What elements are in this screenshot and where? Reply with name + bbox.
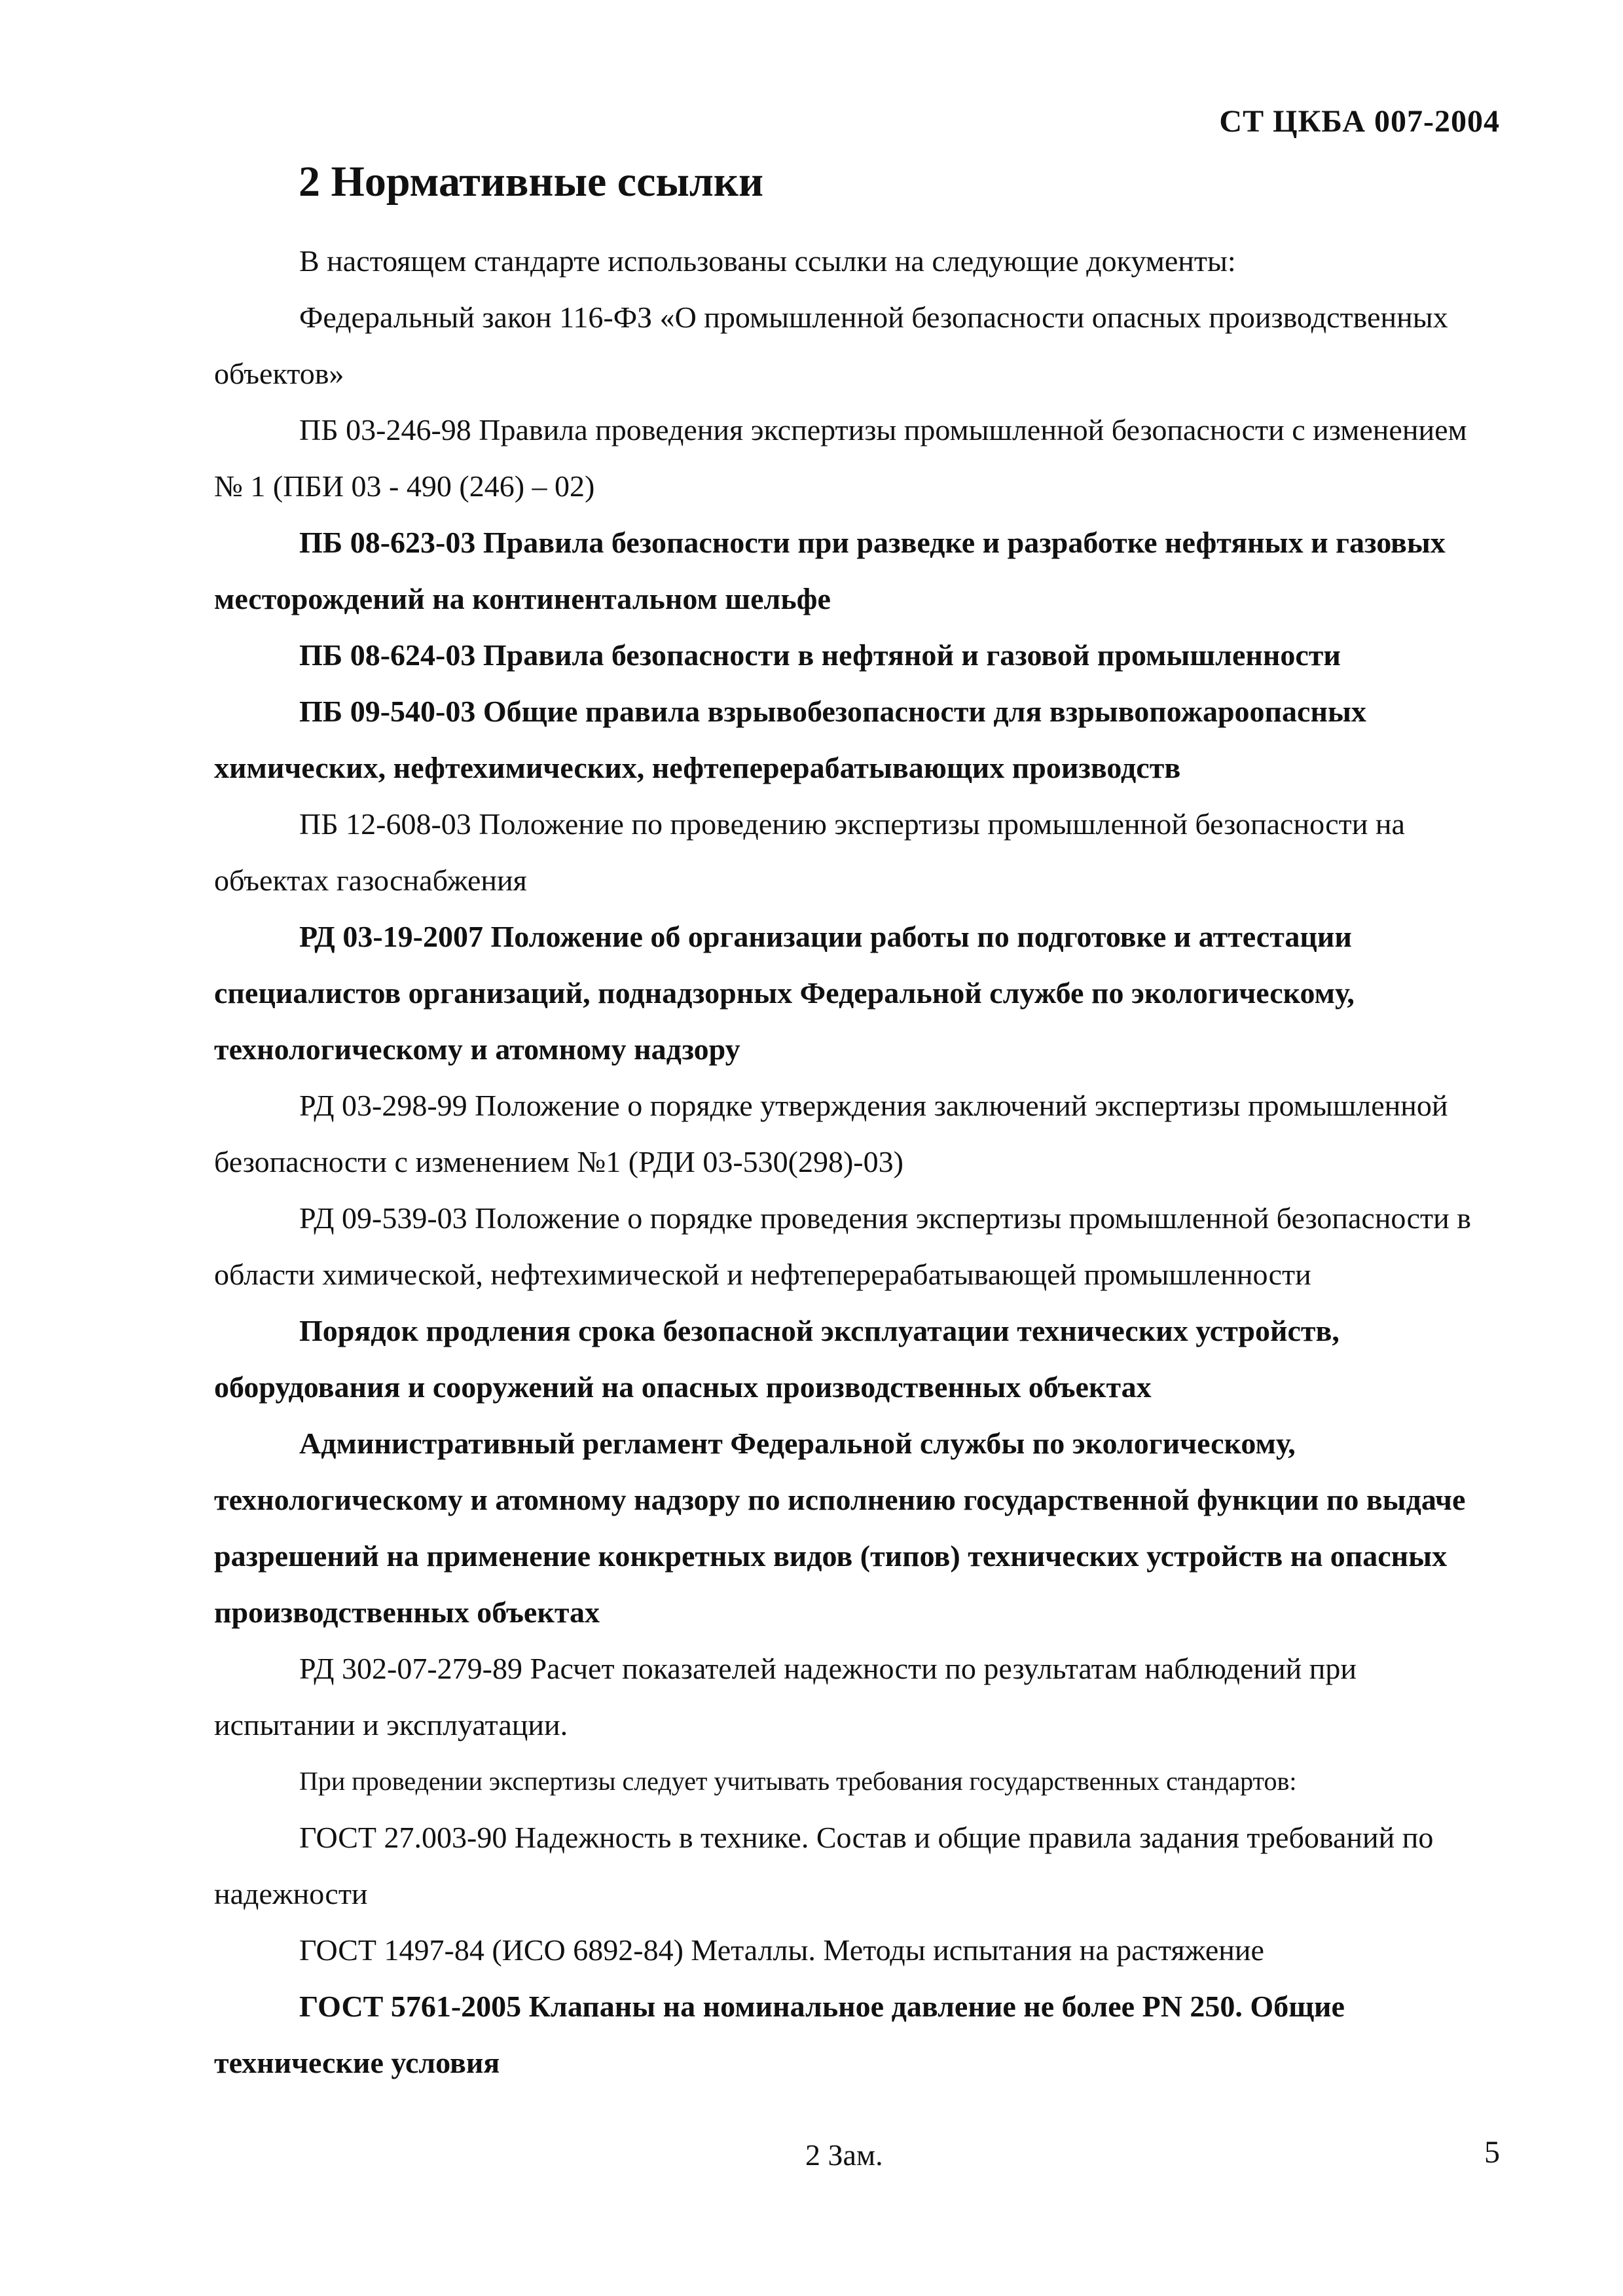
reference-item: РД 09-539-03 Положение о порядке проведения экспертизы промышленной безопасности в области химической, нефтехимической и нефтеперерабатывающей промышленности — [214, 1201, 1471, 1291]
document-body — [214, 233, 1501, 2091]
intro-paragraph: В настоящем стандарте использованы ссылки на следующие документы: — [299, 244, 1236, 278]
reference-item: Федеральный закон 116-ФЗ «О промышленной безопасности опасных производственных объектов» — [214, 301, 1448, 390]
reference-item: ПБ 12-608-03 Положение по проведению экспертизы промышленной безопасности на объектах газоснабжения — [214, 807, 1405, 897]
reference-item: ПБ 08-623-03 Правила безопасности при разведке и разработке нефтяных и газовых месторождений на континентальном шельфе — [214, 526, 1446, 615]
reference-item: ПБ 03-246-98 Правила проведения экспертизы промышленной безопасности с изменением № 1 (ПБИ 03 - 490 (246) – 02) — [214, 413, 1467, 503]
reference-item: ГОСТ 1497-84 (ИСО 6892-84) Металлы. Методы испытания на растяжение — [299, 1933, 1264, 1967]
reference-item: ГОСТ 5761-2005 Клапаны на номинальное давление не более PN 250. Общие технические условия — [214, 1990, 1345, 2079]
reference-item: РД 03-19-2007 Положение об организации работы по подготовке и аттестации специалистов организаций, поднадзорных Федеральной службе по экологическому, технологическому и атомному надзору — [214, 920, 1355, 1066]
reference-item: ПБ 09-540-03 Общие правила взрывобезопасности для взрывопожароопасных химических, нефтехимических, нефтеперерабатывающих производств — [214, 695, 1366, 784]
reference-item: ГОСТ 27.003-90 Надежность в технике. Состав и общие правила задания требований по надежности — [214, 1821, 1434, 1910]
reference-item: ПБ 08-624-03 Правила безопасности в нефтяной и газовой промышленности — [299, 638, 1341, 672]
standards-intro-paragraph: При проведении экспертизы следует учитывать требования государственных стандартов: — [299, 1766, 1297, 1796]
reference-item: Административный регламент Федеральной службы по экологическому, технологическому и атомному надзору по исполнению государственной функции по выдаче разрешений на применение конкретных видов (типов) технических устройств на опасных производственных объектах — [214, 1427, 1466, 1629]
section-title: 2 Нормативные ссылки — [299, 158, 763, 206]
reference-item: Порядок продления срока безопасной эксплуатации технических устройств, оборудования и сооружений на опасных производственных объектах — [214, 1314, 1340, 1404]
reference-item: РД 03-298-99 Положение о порядке утверждения заключений экспертизы промышленной безопасности с изменением №1 (РДИ 03-530(298)-03) — [214, 1089, 1448, 1178]
page-number: 5 — [1484, 2135, 1500, 2170]
document-code: СТ ЦКБА 007-2004 — [1219, 104, 1500, 139]
revision-note: 2 Зам. — [805, 2138, 883, 2172]
reference-item: РД 302-07-279-89 Расчет показателей надежности по результатам наблюдений при испытании и эксплуатации. — [214, 1652, 1357, 1741]
